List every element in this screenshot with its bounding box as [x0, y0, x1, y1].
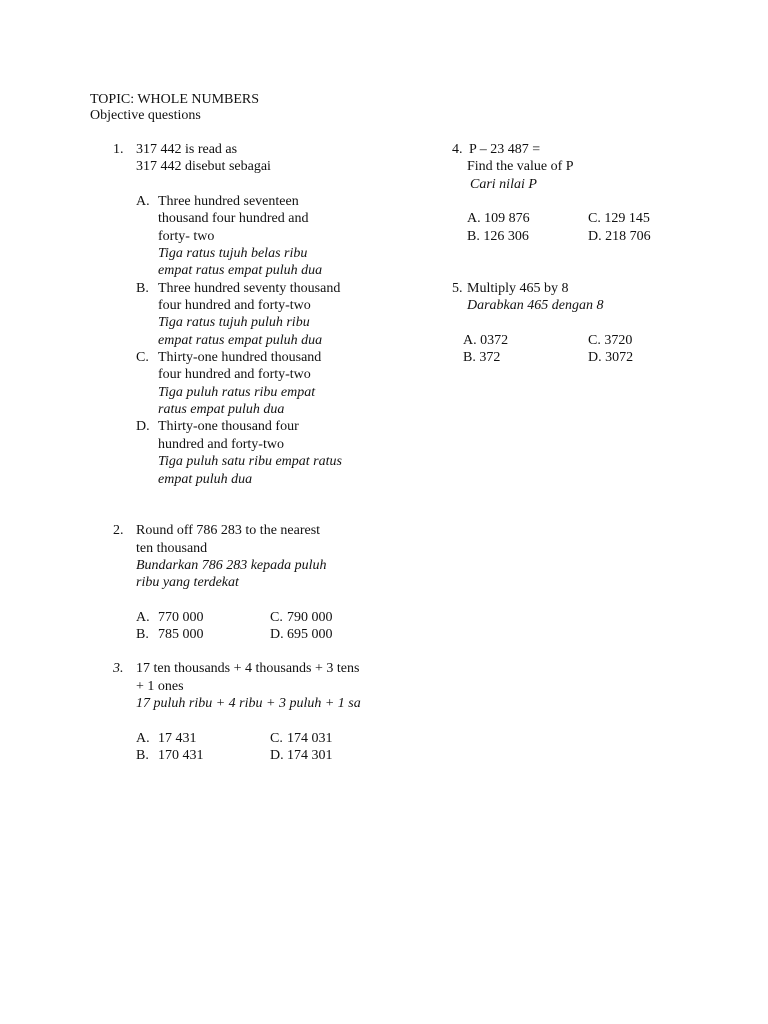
question-text: Round off 786 283 to the nearest	[136, 523, 321, 538]
option: C. 3720	[588, 333, 633, 348]
question-translation: ribu yang terdekat	[136, 575, 239, 590]
question-text: Multiply 465 by 8	[467, 281, 569, 296]
option-value: 17 431	[158, 731, 197, 746]
option-text: four hundred and forty-two	[158, 298, 311, 313]
option: B. 126 306	[467, 229, 529, 244]
question-translation: Cari nilai P	[470, 177, 537, 192]
option-text: hundred and forty-two	[158, 437, 284, 452]
option: B. 372	[463, 350, 501, 365]
option-text: four hundred and forty-two	[158, 367, 311, 382]
option-translation: Tiga puluh satu ribu empat ratus	[158, 454, 342, 469]
option-value: 174 031	[287, 731, 333, 746]
option-text: Thirty-one thousand four	[158, 419, 299, 434]
option-text: Thirty-one hundred thousand	[158, 350, 322, 365]
option-translation: empat ratus empat puluh dua	[158, 333, 323, 348]
option-letter: A.	[136, 610, 150, 625]
question-text: 317 442 disebut sebagai	[136, 159, 271, 174]
option-text: forty- two	[158, 229, 215, 244]
question-number: 3.	[113, 661, 124, 676]
question-text: 17 ten thousands + 4 thousands + 3 tens	[136, 661, 360, 676]
question-number: 2.	[113, 523, 124, 538]
option-value: 174 301	[287, 748, 333, 763]
option-letter: B.	[136, 627, 149, 642]
option-letter: D.	[270, 627, 284, 642]
option: A. 0372	[463, 333, 509, 348]
option-value: 785 000	[158, 627, 204, 642]
option-value: 770 000	[158, 610, 204, 625]
option-translation: Tiga ratus tujuh belas ribu	[158, 246, 308, 261]
question-number: 1.	[113, 142, 124, 157]
question-text: + 1 ones	[136, 679, 184, 694]
topic-heading: TOPIC: WHOLE NUMBERS	[90, 92, 260, 107]
option-value: 695 000	[287, 627, 333, 642]
question-number: 4.	[452, 142, 463, 157]
option-text: Three hundred seventy thousand	[158, 281, 341, 296]
option-letter: B.	[136, 748, 149, 763]
option-letter: B.	[136, 281, 149, 296]
option-letter: D.	[270, 748, 284, 763]
question-text: 317 442 is read as	[136, 142, 238, 157]
option-translation: empat puluh dua	[158, 472, 253, 487]
option-translation: Tiga puluh ratus ribu empat	[158, 385, 316, 400]
question-text: ten thousand	[136, 541, 208, 556]
option-letter: C.	[270, 731, 283, 746]
option-letter: C.	[270, 610, 283, 625]
question-translation: Darabkan 465 dengan 8	[467, 298, 604, 313]
option-letter: C.	[136, 350, 149, 365]
option-value: 170 431	[158, 748, 204, 763]
option-translation: ratus empat puluh dua	[158, 402, 285, 417]
option-translation: empat ratus empat puluh dua	[158, 263, 323, 278]
question-translation: 17 puluh ribu + 4 ribu + 3 puluh + 1 sa	[136, 696, 361, 711]
option: D. 3072	[588, 350, 634, 365]
question-text: Find the value of P	[467, 159, 574, 174]
option-translation: Tiga ratus tujuh puluh ribu	[158, 315, 310, 330]
option-value: 790 000	[287, 610, 333, 625]
option: D. 218 706	[588, 229, 651, 244]
option-letter: A.	[136, 194, 150, 209]
option-text: Three hundred seventeen	[158, 194, 299, 209]
option-letter: D.	[136, 419, 150, 434]
option-text: thousand four hundred and	[158, 211, 309, 226]
subtitle: Objective questions	[90, 108, 201, 123]
option: A. 109 876	[467, 211, 530, 226]
option-letter: A.	[136, 731, 150, 746]
question-translation: Bundarkan 786 283 kepada puluh	[136, 558, 327, 573]
option: C. 129 145	[588, 211, 650, 226]
question-equation: P – 23 487 =	[469, 142, 541, 157]
question-number: 5.	[452, 281, 463, 296]
